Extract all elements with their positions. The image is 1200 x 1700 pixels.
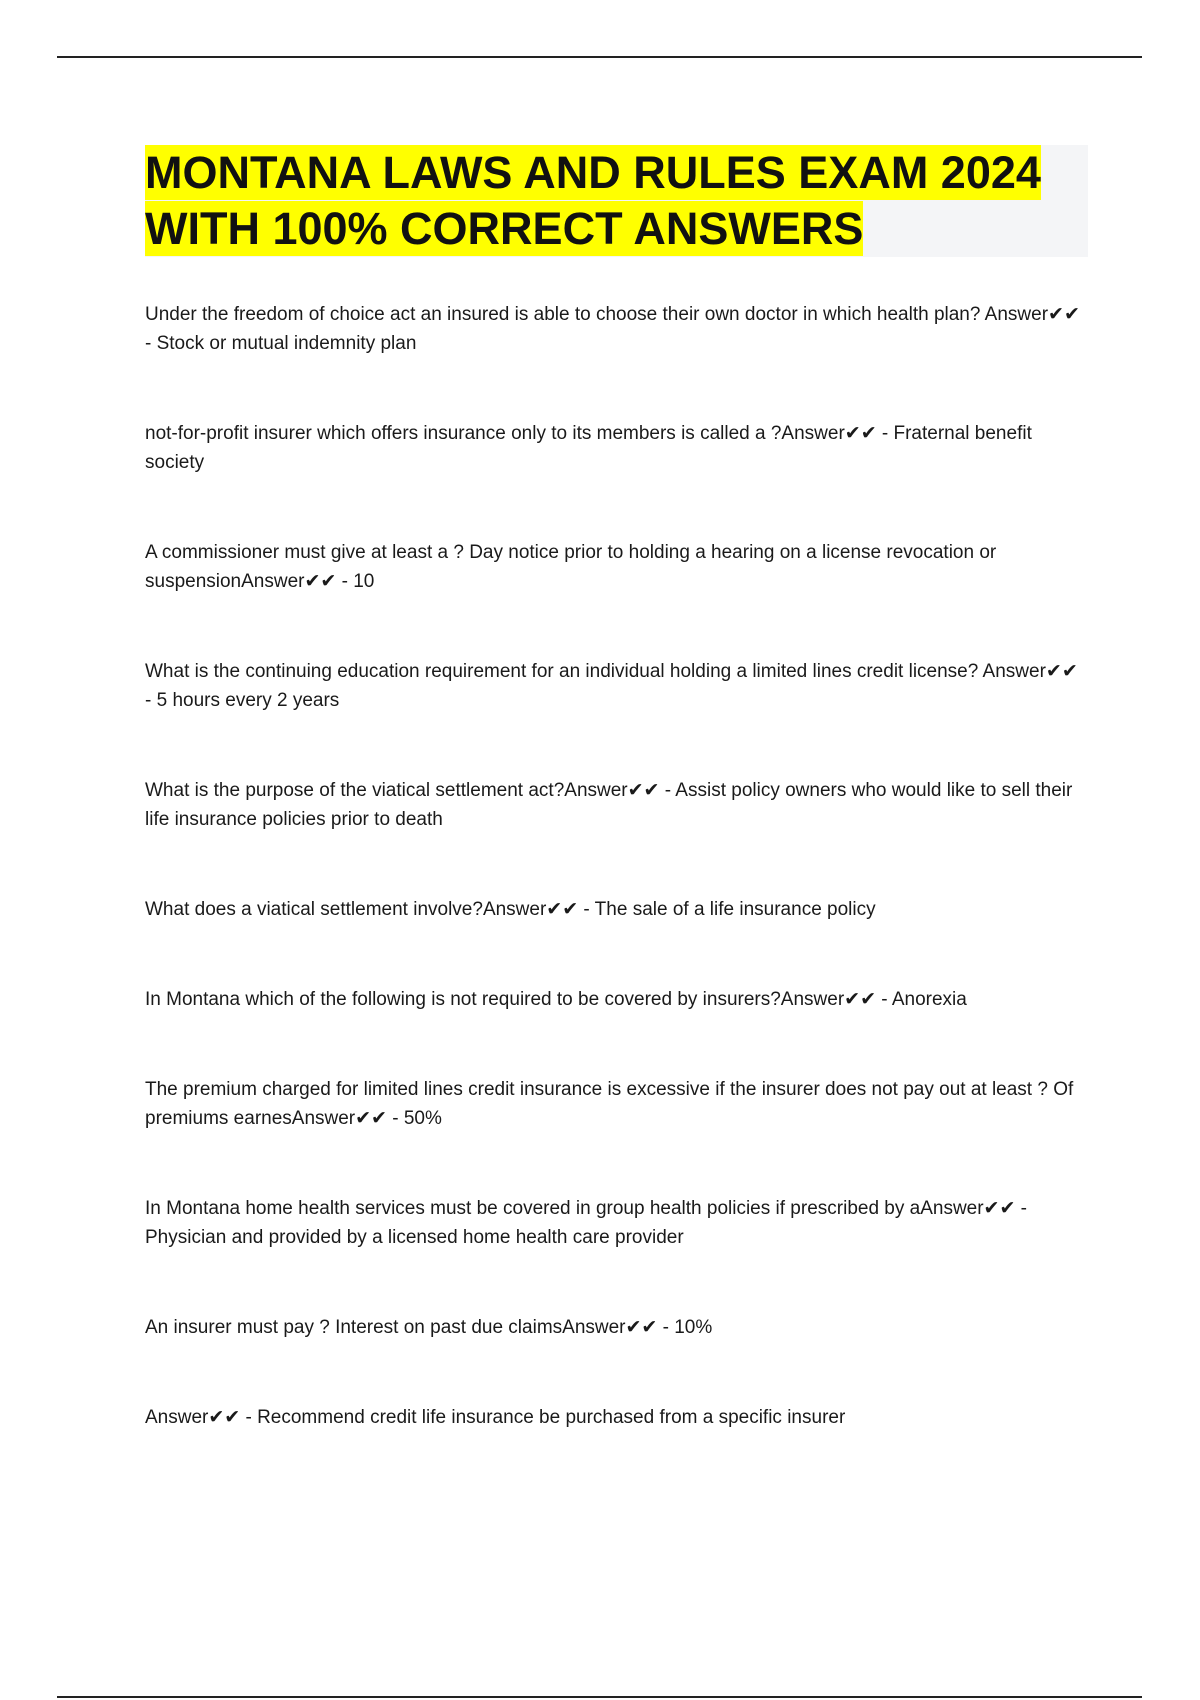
- qa-item: The premium charged for limited lines credit insurance is excessive if the insurer does not pay out at least ? Of premiums earnesAnswer✔✔ - 50%: [145, 1079, 1074, 1129]
- qa-item: Answer✔✔ - Recommend credit life insurance be purchased from a specific insurer: [145, 1407, 846, 1428]
- document-title: [145, 145, 1088, 257]
- qa-item: A commissioner must give at least a ? Day notice prior to holding a hearing on a license revocation or suspensionAnswer✔✔ - 10: [145, 542, 997, 592]
- top-rule: [57, 56, 1142, 58]
- qa-list: [145, 300, 1085, 1432]
- bottom-rule: [57, 1696, 1142, 1698]
- qa-item: What is the purpose of the viatical settlement act?Answer✔✔ - Assist policy owners who would like to sell their life insurance policies prior to death: [145, 780, 1073, 830]
- qa-item: What does a viatical settlement involve?Answer✔✔ - The sale of a life insurance policy: [145, 899, 876, 920]
- qa-item: What is the continuing education requirement for an individual holding a limited lines credit license? Answer✔✔ - 5 hours every 2 years: [145, 661, 1078, 711]
- qa-item: An insurer must pay ? Interest on past due claimsAnswer✔✔ - 10%: [145, 1317, 713, 1338]
- title-block: [145, 145, 1088, 257]
- qa-item: not-for-profit insurer which offers insurance only to its members is called a ?Answer✔✔ - Fraternal benefit society: [145, 423, 1032, 473]
- title-highlight: MONTANA LAWS AND RULES EXAM 2024 WITH 100% CORRECT ANSWERS: [145, 147, 1041, 254]
- qa-item: In Montana home health services must be covered in group health policies if prescribed by aAnswer✔✔ - Physician and provided by a licensed home health care provider: [145, 1198, 1028, 1248]
- qa-item: In Montana which of the following is not required to be covered by insurers?Answer✔✔ - Anorexia: [145, 989, 967, 1010]
- qa-item: Under the freedom of choice act an insured is able to choose their own doctor in which health plan? Answer✔✔ - Stock or mutual indemnity plan: [145, 304, 1080, 354]
